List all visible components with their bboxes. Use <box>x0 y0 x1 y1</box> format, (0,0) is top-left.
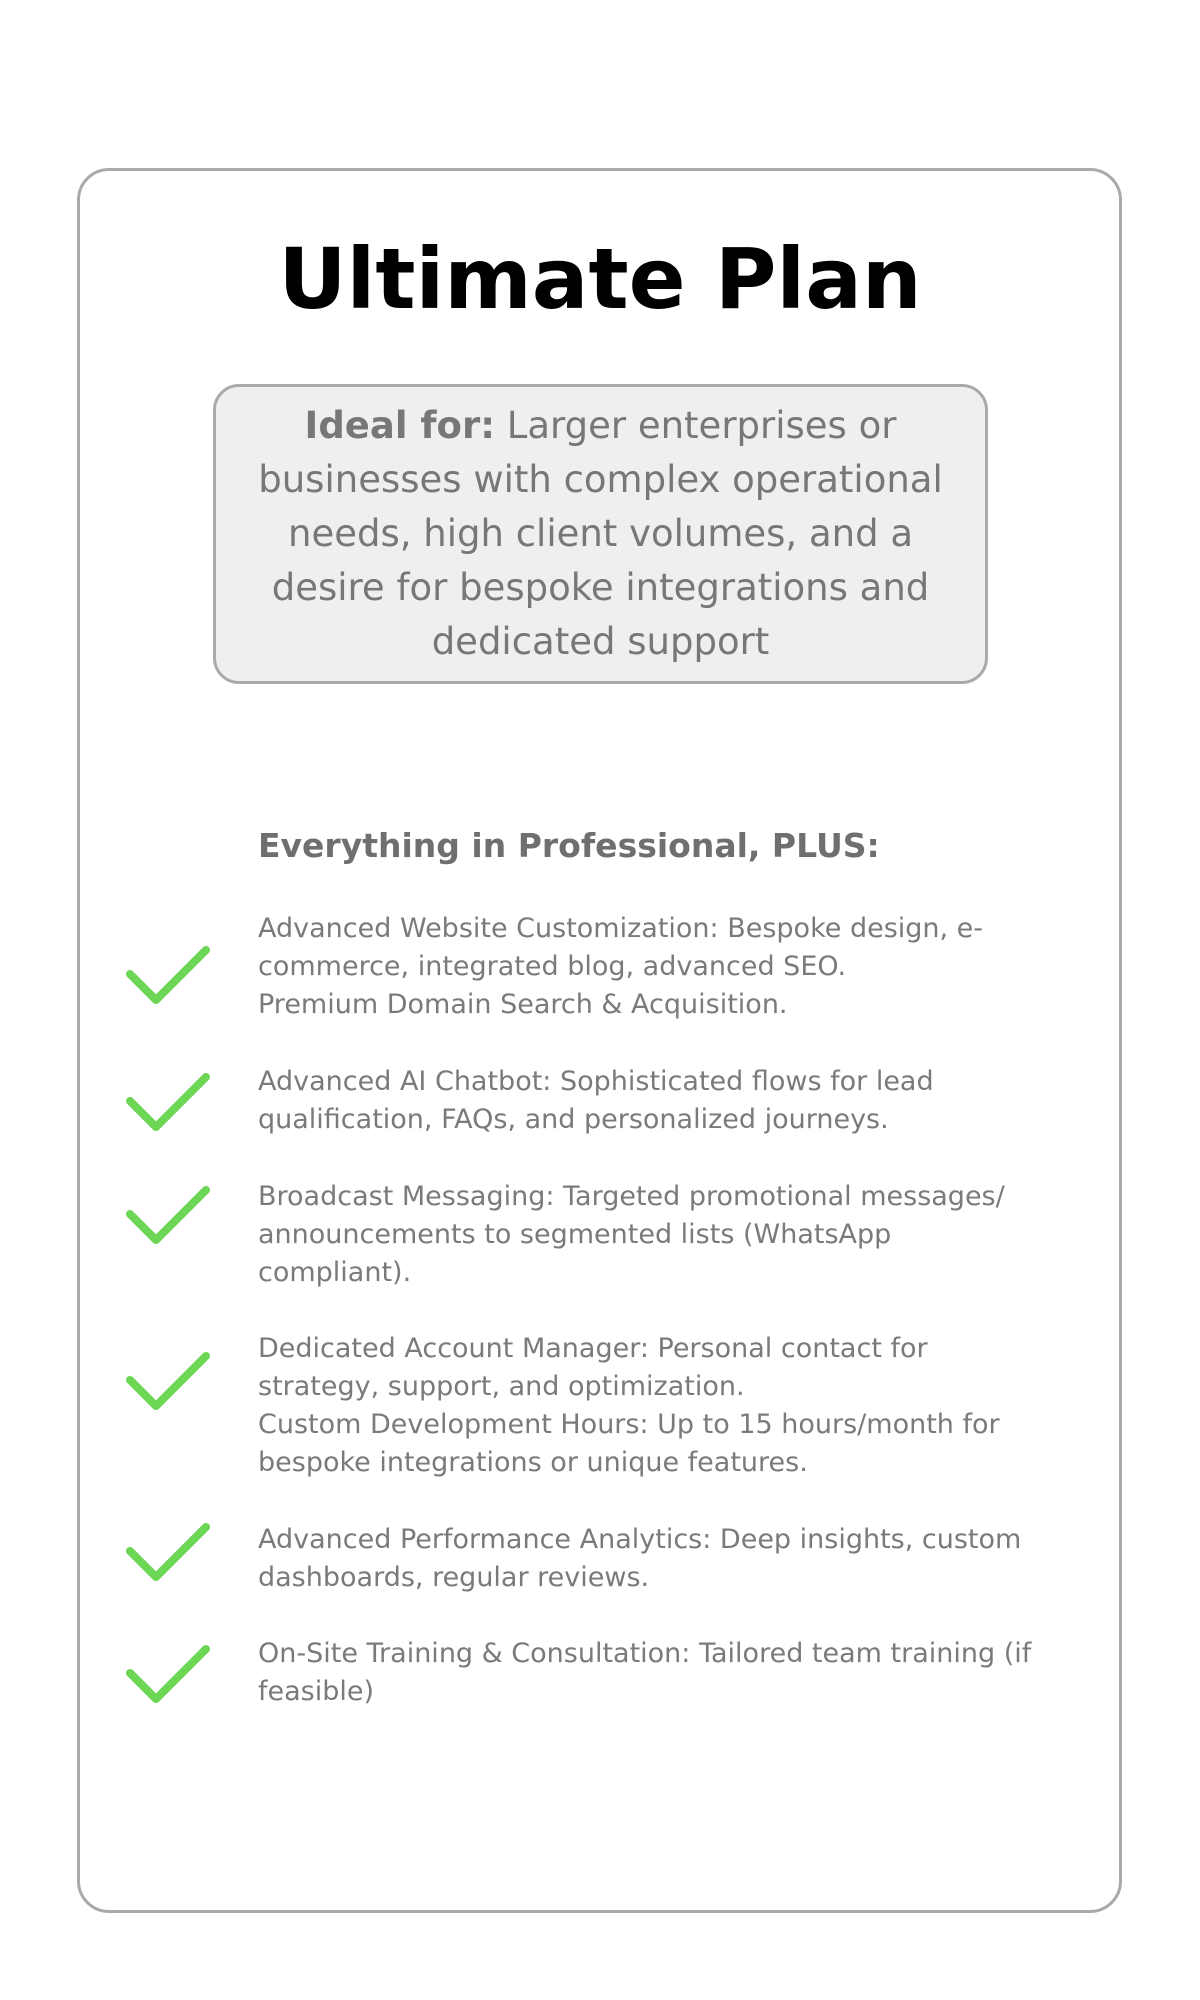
feature-line: Advanced Website Customization: Bespoke design, e- <box>258 913 984 944</box>
feature-text <box>258 1330 1088 1482</box>
check-icon <box>126 1643 210 1705</box>
feature-line: announcements to segmented lists (WhatsApp <box>258 1219 892 1250</box>
feature-line: Advanced AI Chatbot: Sophisticated flows for lead <box>258 1066 934 1097</box>
feature-line: Advanced Performance Analytics: Deep insights, custom <box>258 1524 1022 1555</box>
ideal-for-box <box>213 384 988 684</box>
feature-text <box>258 1635 1088 1711</box>
check-icon <box>126 1071 210 1133</box>
feature-line: feasible) <box>258 1676 375 1707</box>
feature-text <box>258 1178 1088 1292</box>
ideal-for-description: Larger enterprises or businesses with complex operational needs, high client volumes, and a desire for bespoke integrations and dedicated support <box>258 404 943 663</box>
feature-text <box>258 1063 1088 1139</box>
feature-line: dashboards, regular reviews. <box>258 1562 650 1593</box>
feature-line: qualification, FAQs, and personalized journeys. <box>258 1104 889 1135</box>
feature-text <box>258 910 1088 1024</box>
check-icon <box>126 944 210 1006</box>
feature-line: strategy, support, and optimization. <box>258 1371 745 1402</box>
feature-line: Custom Development Hours: Up to 15 hours/month for <box>258 1409 1000 1440</box>
check-icon <box>126 1350 210 1412</box>
check-icon <box>126 1521 210 1583</box>
feature-text <box>258 1521 1088 1597</box>
feature-line: compliant). <box>258 1257 412 1288</box>
check-icon <box>126 1184 210 1246</box>
feature-line: commerce, integrated blog, advanced SEO. <box>258 951 847 982</box>
feature-line: Premium Domain Search & Acquisition. <box>258 989 788 1020</box>
feature-line: Broadcast Messaging: Targeted promotional messages/ <box>258 1181 1005 1212</box>
feature-line: Dedicated Account Manager: Personal contact for <box>258 1333 928 1364</box>
plan-title: Ultimate Plan <box>278 230 922 328</box>
feature-line: On-Site Training & Consultation: Tailored team training (if <box>258 1638 1032 1669</box>
features-heading: Everything in Professional, PLUS: <box>258 826 880 865</box>
feature-line: bespoke integrations or unique features. <box>258 1447 808 1478</box>
ideal-for-label: Ideal for: <box>304 404 495 447</box>
ideal-for-text <box>234 399 967 669</box>
